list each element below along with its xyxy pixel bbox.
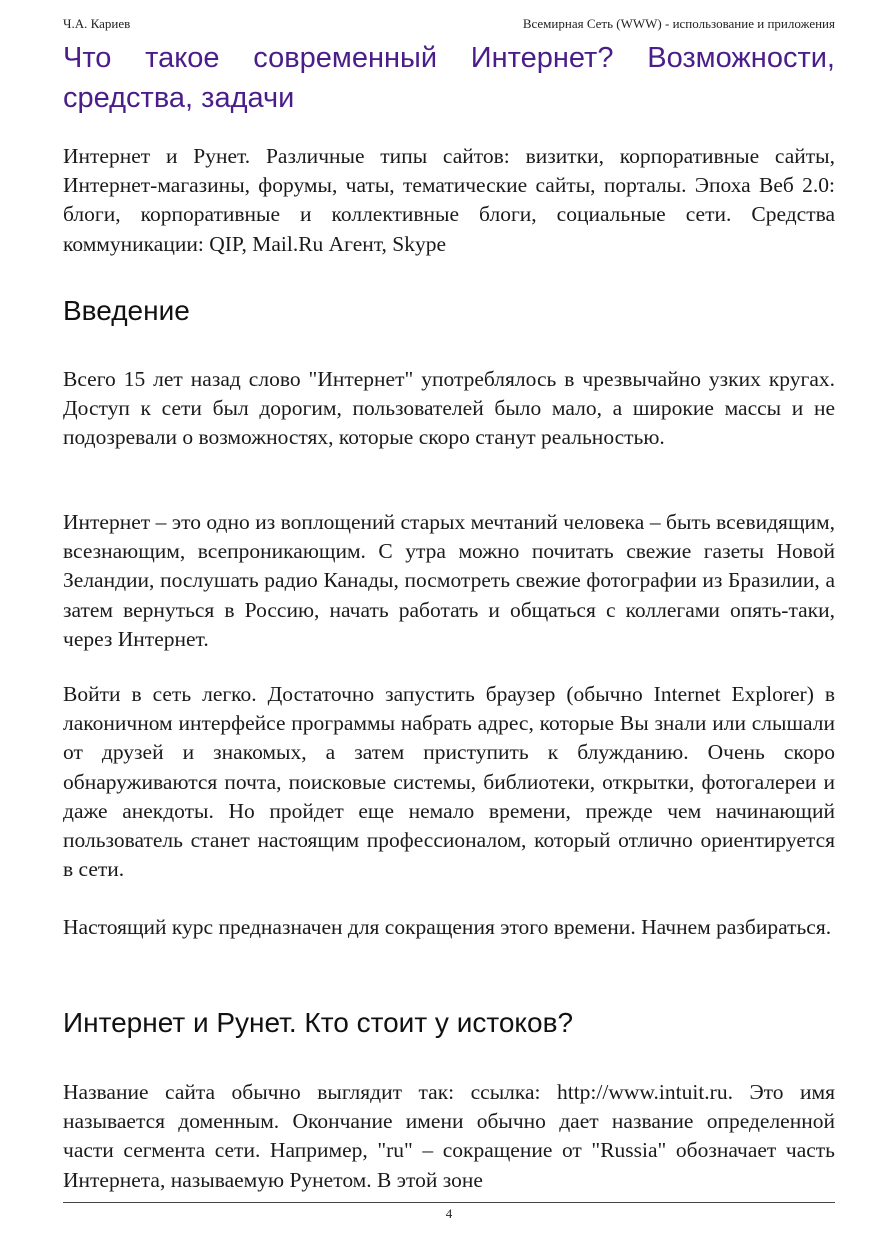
document-page [63, 0, 835, 1241]
page-title: Что такое современный Интернет? Возможности, средства, задачи [63, 42, 835, 114]
intro-paragraph-4: Настоящий курс предназначен для сокращения этого времени. Начнем разбираться. [63, 915, 832, 939]
header-course-title: Всемирная Сеть (WWW) - использование и приложения [522, 16, 835, 31]
running-header [63, 16, 835, 32]
intro-paragraph-1: Всего 15 лет назад слово "Интернет" употреблялось в чрезвычайно узких кругах. Доступ к сети был дорогим, пользователей было мало, а широкие массы и не подозревали о возможностях, которые скоро станут реальностью. [63, 367, 835, 450]
section-heading-internet-runet: Интернет и Рунет. Кто стоит у истоков? [63, 1007, 574, 1038]
abstract-paragraph: Интернет и Рунет. Различные типы сайтов: визитки, корпоративные сайты, Интернет-магазины, форумы, чаты, тематические сайты, порталы. Эпоха Веб 2.0: блоги, корпоративные и коллективные блоги, социальные сети. Средства коммуникации: QIP, Mail.Ru Агент, Skype [63, 144, 835, 256]
page-number: 4 [445, 1206, 453, 1221]
header-author: Ч.А. Кариев [63, 16, 131, 31]
intro-paragraph-2: Интернет – это одно из воплощений старых мечтаний человека – быть всевидящим, всезнающим, всепроникающим. С утра можно почитать свежие газеты Новой Зеландии, послушать радио Канады, посмотреть свежие фотографии из Бразилии, а затем вернуться в Россию, начать работать и общаться с коллегами опять-таки, через Интернет. [63, 510, 835, 651]
runet-paragraph-1: Название сайта обычно выглядит так: ссылка: http://www.intuit.ru. Это имя называется доменным. Окончание имени обычно дает название определенной части сегмента сети. Например, "ru" – сокращение от "Russia" обозначает часть Интернета, называемую Рунетом. В этой зоне [63, 1080, 835, 1192]
footer-divider [63, 1202, 835, 1203]
intro-paragraph-3: Войти в сеть легко. Достаточно запустить браузер (обычно Internet Explorer) в лаконичном интерфейсе программы набрать адрес, которые Вы знали или слышали от друзей и знакомых, а затем приступить к блужданию. Очень скоро обнаруживаются почта, поисковые системы, библиотеки, открытки, фотогалереи и даже анекдоты. Но пройдет еще немало времени, прежде чем начинающий пользователь станет настоящим профессионалом, который отлично ориентируется в сети. [63, 682, 835, 882]
section-heading-introduction: Введение [63, 295, 190, 326]
